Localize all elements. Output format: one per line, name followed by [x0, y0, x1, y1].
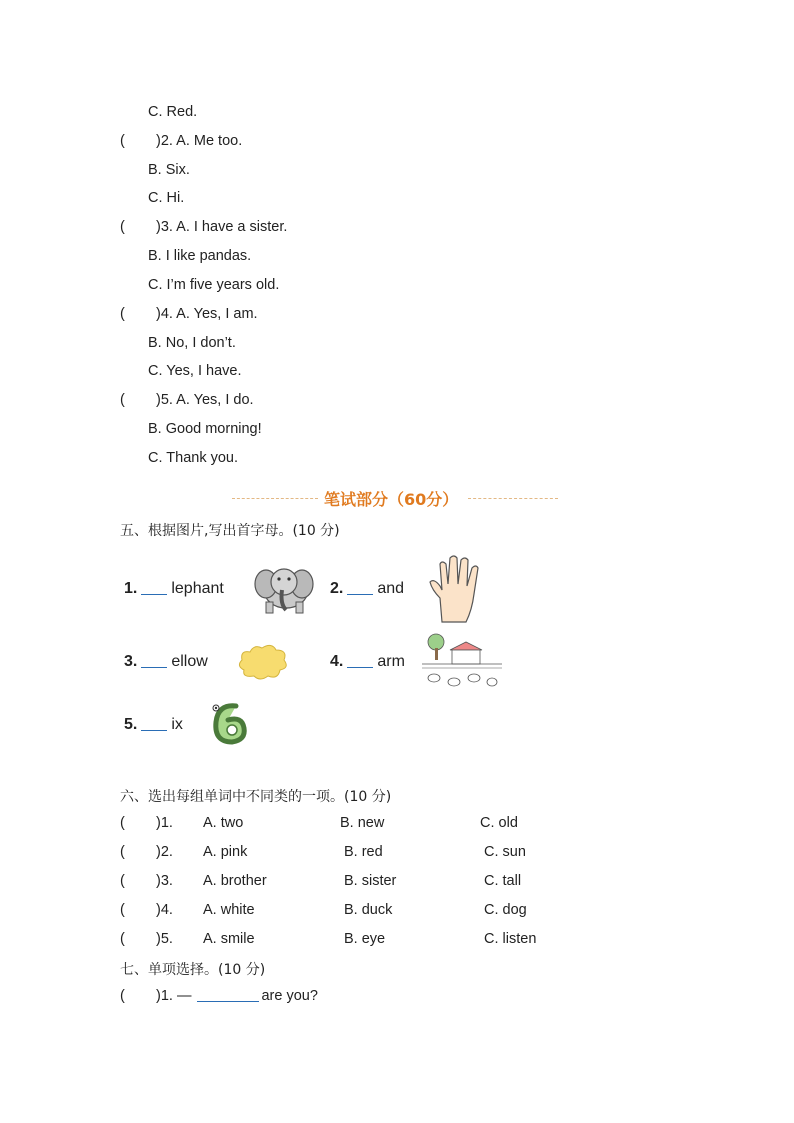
hand-icon	[428, 554, 486, 627]
q3-option-a: )3. A. I have a sister.	[156, 219, 288, 235]
written-section-banner	[232, 486, 558, 510]
option-b: B. new	[340, 815, 385, 831]
picture-item-4	[330, 653, 405, 671]
q2-option-c: C. Hi.	[148, 190, 185, 206]
item-number: 5.	[124, 716, 138, 733]
q4-option-b: B. No, I don’t.	[148, 335, 236, 351]
option-a: A. smile	[203, 931, 255, 947]
yellow-blob-icon	[236, 642, 290, 685]
row-paren	[120, 931, 173, 947]
answer-paren[interactable]: (	[120, 306, 125, 322]
answer-paren[interactable]: (	[120, 902, 125, 918]
q1-option-c: C. Red.	[148, 104, 198, 120]
row-number: )1.	[156, 815, 173, 831]
section5-heading: 五、根据图片,写出首字母。(10 分)	[120, 523, 340, 539]
row-number: )2.	[156, 844, 173, 860]
elephant-icon	[252, 560, 314, 619]
q5-option-a: )5. A. Yes, I do.	[156, 392, 254, 408]
q4-row	[120, 306, 258, 322]
answer-paren[interactable]: (	[120, 844, 125, 860]
item-number: 3.	[124, 653, 138, 670]
answer-paren[interactable]: (	[120, 133, 125, 149]
row-number: )5.	[156, 931, 173, 947]
word-stem: ix	[171, 716, 183, 733]
answer-blank[interactable]	[197, 1001, 259, 1002]
option-a: A. white	[203, 902, 255, 918]
q5-option-b: B. Good morning!	[148, 421, 262, 437]
option-c: C. sun	[484, 844, 526, 860]
picture-item-5	[124, 716, 183, 734]
option-b: B. sister	[344, 873, 397, 889]
q3-row	[120, 219, 287, 235]
option-a: A. pink	[203, 844, 248, 860]
row-paren	[120, 873, 173, 889]
row-number: )3.	[156, 873, 173, 889]
answer-blank[interactable]	[347, 594, 373, 595]
item-number: 1.	[124, 580, 138, 597]
q3-option-b: B. I like pandas.	[148, 248, 252, 264]
item-number: 4.	[330, 653, 344, 670]
question-text: are you?	[261, 988, 318, 1004]
option-a: A. brother	[203, 873, 267, 889]
farm-icon	[422, 632, 502, 693]
q3-option-c: C. I’m five years old.	[148, 277, 280, 293]
word-stem: lephant	[171, 580, 224, 597]
picture-item-2	[330, 580, 404, 598]
q5-row	[120, 392, 254, 408]
option-b: B. duck	[344, 902, 393, 918]
q2-option-a: )2. A. Me too.	[156, 133, 243, 149]
answer-paren[interactable]: (	[120, 873, 125, 889]
q4-option-c: C. Yes, I have.	[148, 363, 242, 379]
picture-item-1	[124, 580, 224, 598]
option-a: A. two	[203, 815, 244, 831]
answer-blank[interactable]	[141, 594, 167, 595]
answer-blank[interactable]	[347, 667, 373, 668]
section7-q1	[120, 988, 318, 1004]
option-c: C. old	[480, 815, 518, 831]
section7-heading: 七、单项选择。(10 分)	[120, 962, 266, 978]
section6-heading: 六、选出每组单词中不同类的一项。(10 分)	[120, 789, 392, 805]
answer-paren[interactable]: (	[120, 219, 125, 235]
row-number: )4.	[156, 902, 173, 918]
banner-divider-left	[232, 498, 318, 499]
answer-paren[interactable]: (	[120, 931, 125, 947]
six-snail-icon	[206, 700, 252, 749]
answer-blank[interactable]	[141, 667, 167, 668]
q2-row	[120, 133, 242, 149]
option-b: B. red	[344, 844, 383, 860]
question-number: )1. —	[156, 988, 192, 1004]
row-paren	[120, 844, 173, 860]
picture-item-3	[124, 653, 208, 671]
word-stem: arm	[377, 653, 405, 670]
banner-title: 笔试部分（60分）	[324, 490, 459, 509]
answer-paren[interactable]: (	[120, 815, 125, 831]
row-paren	[120, 815, 173, 831]
q4-option-a: )4. A. Yes, I am.	[156, 306, 258, 322]
q5-option-c: C. Thank you.	[148, 450, 239, 466]
answer-paren[interactable]: (	[120, 988, 125, 1004]
row-paren	[120, 902, 173, 918]
answer-blank[interactable]	[141, 730, 167, 731]
word-stem: and	[377, 580, 405, 597]
banner-divider-right	[468, 498, 558, 499]
option-b: B. eye	[344, 931, 386, 947]
word-stem: ellow	[171, 653, 208, 670]
option-c: C. listen	[484, 931, 537, 947]
item-number: 2.	[330, 580, 344, 597]
answer-paren[interactable]: (	[120, 392, 125, 408]
option-c: C. dog	[484, 902, 527, 918]
q2-option-b: B. Six.	[148, 162, 190, 178]
option-c: C. tall	[484, 873, 522, 889]
